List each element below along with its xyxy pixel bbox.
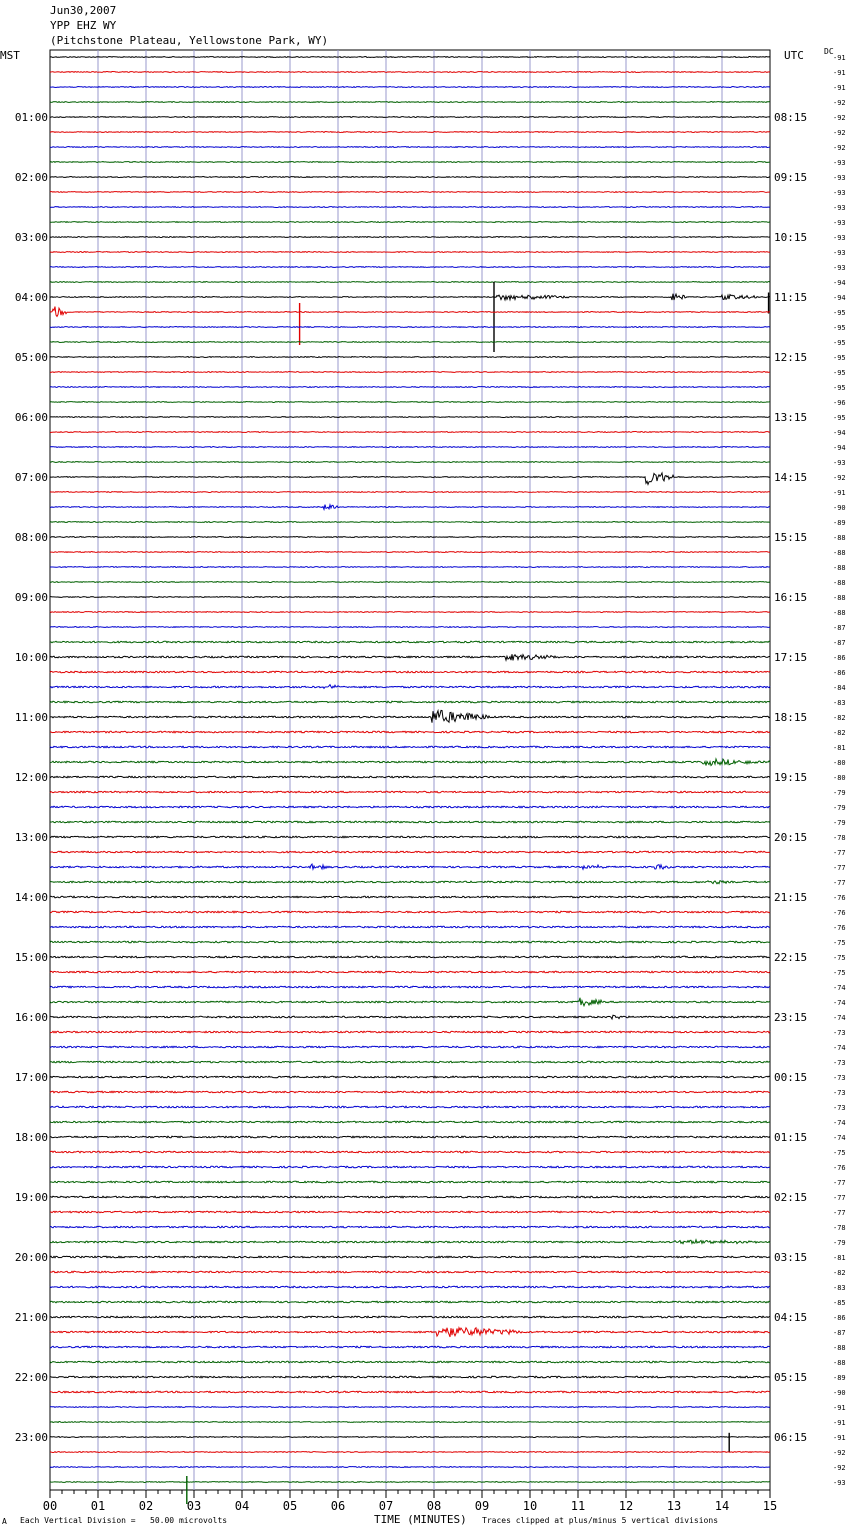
right-hour-label: 12:15 bbox=[774, 351, 808, 364]
dc-offset-label: -75 bbox=[833, 969, 846, 977]
trace-row-45 bbox=[50, 731, 770, 733]
dc-offset-label: -88 bbox=[833, 579, 846, 587]
dc-offset-label: -86 bbox=[833, 1314, 846, 1322]
trace-row-95 bbox=[50, 1482, 770, 1483]
trace-row-76 bbox=[50, 1196, 770, 1198]
dc-offset-label: -79 bbox=[833, 789, 846, 797]
dc-offset-label: -75 bbox=[833, 1149, 846, 1157]
left-hour-label: 18:00 bbox=[14, 1131, 48, 1144]
trace-row-10 bbox=[50, 207, 770, 208]
left-hour-label: 14:00 bbox=[14, 891, 48, 904]
dc-offset-label: -80 bbox=[833, 774, 846, 782]
left-hour-label: 07:00 bbox=[14, 471, 48, 484]
left-hour-label: 21:00 bbox=[14, 1311, 48, 1324]
trace-row-49 bbox=[50, 791, 770, 793]
trace-row-48 bbox=[50, 776, 770, 778]
trace-row-83 bbox=[50, 1301, 770, 1303]
trace-row-4 bbox=[50, 117, 770, 118]
trace-row-87 bbox=[50, 1361, 770, 1363]
trace-row-23 bbox=[50, 402, 770, 403]
local-timezone-label: MST bbox=[0, 49, 20, 62]
trace-row-18 bbox=[50, 327, 770, 328]
dc-offset-label: -74 bbox=[833, 1014, 846, 1022]
right-hour-label: 15:15 bbox=[774, 531, 808, 544]
right-hour-label: 09:15 bbox=[774, 171, 808, 184]
left-hour-label: 08:00 bbox=[14, 531, 48, 544]
trace-row-47 bbox=[50, 759, 770, 765]
clip-note: Traces clipped at plus/minus 5 vertical divisions bbox=[482, 1516, 719, 1525]
trace-row-29 bbox=[50, 492, 770, 493]
trace-row-67 bbox=[50, 1061, 770, 1063]
trace-row-69 bbox=[50, 1091, 770, 1093]
dc-offset-label: -94 bbox=[833, 279, 846, 287]
trace-row-44 bbox=[50, 710, 770, 722]
right-hour-label: 21:15 bbox=[774, 891, 808, 904]
trace-row-17 bbox=[50, 307, 770, 317]
trace-row-6 bbox=[50, 147, 770, 148]
trace-row-2 bbox=[50, 87, 770, 88]
left-hour-label: 03:00 bbox=[14, 231, 48, 244]
trace-row-38 bbox=[50, 627, 770, 628]
dc-offset-label: -76 bbox=[833, 924, 846, 932]
vertical-scale-note: Each Vertical Division = 50.00 microvolts bbox=[20, 1516, 228, 1525]
dc-offset-label: -93 bbox=[833, 459, 846, 467]
dc-offset-label: -91 bbox=[833, 84, 846, 92]
dc-offset-label: -74 bbox=[833, 984, 846, 992]
dc-offset-label: -76 bbox=[833, 1164, 846, 1172]
x-tick-label: 07 bbox=[378, 1499, 394, 1513]
trace-row-88 bbox=[50, 1376, 770, 1378]
trace-row-13 bbox=[50, 252, 770, 253]
trace-row-62 bbox=[50, 986, 770, 988]
left-hour-label: 10:00 bbox=[14, 651, 48, 664]
dc-offset-label: -96 bbox=[833, 399, 846, 407]
dc-offset-label: -73 bbox=[833, 1074, 846, 1082]
dc-offset-label: -90 bbox=[833, 504, 846, 512]
trace-row-55 bbox=[50, 881, 770, 884]
dc-offset-label: -81 bbox=[833, 1254, 846, 1262]
trace-row-14 bbox=[50, 267, 770, 268]
dc-offset-label: -78 bbox=[833, 1224, 846, 1232]
dc-offset-label: -75 bbox=[833, 939, 846, 947]
trace-row-58 bbox=[50, 926, 770, 928]
trace-row-43 bbox=[50, 701, 770, 703]
right-hour-label: 03:15 bbox=[774, 1251, 808, 1264]
dc-offset-label: -92 bbox=[833, 114, 846, 122]
dc-offset-label: -83 bbox=[833, 1284, 846, 1292]
trace-row-61 bbox=[50, 971, 770, 973]
trace-row-91 bbox=[50, 1422, 770, 1423]
trace-row-11 bbox=[50, 222, 770, 223]
trace-row-21 bbox=[50, 372, 770, 373]
trace-row-81 bbox=[50, 1271, 770, 1273]
dc-offset-label: -73 bbox=[833, 1089, 846, 1097]
dc-offset-label: -84 bbox=[833, 684, 846, 692]
dc-offset-label: -86 bbox=[833, 654, 846, 662]
dc-offset-label: -82 bbox=[833, 729, 846, 737]
trace-row-86 bbox=[50, 1346, 770, 1348]
dc-offset-label: -88 bbox=[833, 594, 846, 602]
trace-row-57 bbox=[50, 911, 770, 913]
trace-row-33 bbox=[50, 552, 770, 553]
dc-offset-label: -79 bbox=[833, 1239, 846, 1247]
trace-row-12 bbox=[50, 237, 770, 238]
trace-row-34 bbox=[50, 567, 770, 568]
trace-row-9 bbox=[50, 192, 770, 193]
trace-row-30 bbox=[50, 505, 770, 510]
trace-row-3 bbox=[50, 102, 770, 103]
trace-row-90 bbox=[50, 1407, 770, 1408]
right-hour-label: 20:15 bbox=[774, 831, 808, 844]
dc-offset-label: -95 bbox=[833, 369, 846, 377]
dc-offset-label: -88 bbox=[833, 549, 846, 557]
right-hour-label: 22:15 bbox=[774, 951, 808, 964]
left-hour-label: 12:00 bbox=[14, 771, 48, 784]
trace-row-39 bbox=[50, 641, 770, 643]
trace-row-53 bbox=[50, 851, 770, 853]
trace-row-16 bbox=[50, 294, 770, 300]
trace-row-82 bbox=[50, 1286, 770, 1288]
trace-row-73 bbox=[50, 1151, 770, 1153]
right-hour-label: 00:15 bbox=[774, 1071, 808, 1084]
x-tick-label: 15 bbox=[762, 1499, 778, 1513]
trace-row-8 bbox=[50, 177, 770, 178]
dc-offset-label: -76 bbox=[833, 894, 846, 902]
dc-offset-label: -92 bbox=[833, 99, 846, 107]
dc-offset-label: -91 bbox=[833, 69, 846, 77]
left-hour-label: 09:00 bbox=[14, 591, 48, 604]
dc-offset-label: -95 bbox=[833, 309, 846, 317]
dc-offset-label: -93 bbox=[833, 159, 846, 167]
trace-row-46 bbox=[50, 746, 770, 748]
dc-offset-label: -88 bbox=[833, 1344, 846, 1352]
trace-row-24 bbox=[50, 417, 770, 418]
trace-row-93 bbox=[50, 1452, 770, 1453]
left-hour-label: 15:00 bbox=[14, 951, 48, 964]
utc-timezone-label: UTC bbox=[784, 49, 804, 62]
dc-offset-label: -77 bbox=[833, 1209, 846, 1217]
dc-offset-label: -88 bbox=[833, 1359, 846, 1367]
right-hour-label: 17:15 bbox=[774, 651, 808, 664]
left-hour-label: 16:00 bbox=[14, 1011, 48, 1024]
trace-row-20 bbox=[50, 357, 770, 358]
dc-offset-label: -73 bbox=[833, 1029, 846, 1037]
trace-row-1 bbox=[50, 72, 770, 73]
x-tick-label: 13 bbox=[666, 1499, 682, 1513]
trace-row-54 bbox=[50, 864, 770, 869]
trace-row-70 bbox=[50, 1106, 770, 1108]
dc-offset-label: -93 bbox=[833, 264, 846, 272]
dc-offset-label: -73 bbox=[833, 1104, 846, 1112]
x-tick-label: 05 bbox=[282, 1499, 298, 1513]
dc-offset-label: -92 bbox=[833, 129, 846, 137]
trace-row-26 bbox=[50, 447, 770, 448]
right-hour-label: 06:15 bbox=[774, 1431, 808, 1444]
left-hour-label: 23:00 bbox=[14, 1431, 48, 1444]
trace-row-78 bbox=[50, 1226, 770, 1228]
dc-offset-label: -93 bbox=[833, 1479, 846, 1487]
trace-row-28 bbox=[50, 473, 770, 484]
corner-mark: A bbox=[2, 1517, 7, 1526]
right-hour-label: 14:15 bbox=[774, 471, 808, 484]
dc-offset-label: -89 bbox=[833, 1374, 846, 1382]
x-tick-label: 06 bbox=[330, 1499, 346, 1513]
trace-row-40 bbox=[50, 654, 770, 660]
plot-frame bbox=[50, 50, 770, 1490]
dc-offset-label: -87 bbox=[833, 1329, 846, 1337]
left-hour-label: 13:00 bbox=[14, 831, 48, 844]
right-hour-label: 16:15 bbox=[774, 591, 808, 604]
trace-row-19 bbox=[50, 342, 770, 343]
dc-offset-label: -77 bbox=[833, 1179, 846, 1187]
right-hour-label: 23:15 bbox=[774, 1011, 808, 1024]
trace-row-74 bbox=[50, 1166, 770, 1168]
dc-offset-label: -92 bbox=[833, 144, 846, 152]
trace-row-68 bbox=[50, 1076, 770, 1078]
trace-row-42 bbox=[50, 685, 770, 689]
dc-offset-label: -73 bbox=[833, 1059, 846, 1067]
right-hour-label: 10:15 bbox=[774, 231, 808, 244]
trace-row-36 bbox=[50, 597, 770, 598]
dc-offset-label: -78 bbox=[833, 834, 846, 842]
trace-row-41 bbox=[50, 671, 770, 673]
x-tick-label: 00 bbox=[42, 1499, 58, 1513]
trace-row-50 bbox=[50, 806, 770, 808]
dc-offset-label: -93 bbox=[833, 189, 846, 197]
dc-offset-label: -82 bbox=[833, 1269, 846, 1277]
dc-offset-label: -77 bbox=[833, 864, 846, 872]
dc-offset-label: -74 bbox=[833, 1134, 846, 1142]
trace-row-60 bbox=[50, 956, 770, 958]
dc-offset-label: -89 bbox=[833, 519, 846, 527]
right-hour-label: 05:15 bbox=[774, 1371, 808, 1384]
trace-row-56 bbox=[50, 896, 770, 898]
x-tick-label: 08 bbox=[426, 1499, 442, 1513]
trace-row-71 bbox=[50, 1121, 770, 1123]
dc-offset-label: -77 bbox=[833, 879, 846, 887]
dc-offset-label: -74 bbox=[833, 1044, 846, 1052]
dc-offset-label: -91 bbox=[833, 489, 846, 497]
dc-offset-label: -87 bbox=[833, 639, 846, 647]
dc-offset-label: -81 bbox=[833, 744, 846, 752]
dc-offset-label: -75 bbox=[833, 954, 846, 962]
dc-offset-header: DC bbox=[824, 47, 834, 56]
trace-row-32 bbox=[50, 537, 770, 538]
trace-row-94 bbox=[50, 1467, 770, 1468]
dc-offset-label: -91 bbox=[833, 1404, 846, 1412]
right-hour-label: 19:15 bbox=[774, 771, 808, 784]
trace-row-72 bbox=[50, 1136, 770, 1138]
trace-row-84 bbox=[50, 1316, 770, 1318]
trace-row-92 bbox=[50, 1437, 770, 1438]
dc-offset-label: -83 bbox=[833, 699, 846, 707]
right-hour-label: 11:15 bbox=[774, 291, 808, 304]
dc-offset-label: -95 bbox=[833, 414, 846, 422]
x-tick-label: 02 bbox=[138, 1499, 154, 1513]
dc-offset-label: -95 bbox=[833, 339, 846, 347]
trace-row-66 bbox=[50, 1046, 770, 1048]
right-hour-label: 01:15 bbox=[774, 1131, 808, 1144]
dc-offset-label: -95 bbox=[833, 354, 846, 362]
trace-row-35 bbox=[50, 582, 770, 583]
dc-offset-label: -92 bbox=[833, 1449, 846, 1457]
left-hour-label: 06:00 bbox=[14, 411, 48, 424]
dc-offset-label: -93 bbox=[833, 204, 846, 212]
left-hour-label: 01:00 bbox=[14, 111, 48, 124]
trace-row-64 bbox=[50, 1015, 770, 1019]
trace-row-7 bbox=[50, 162, 770, 163]
dc-offset-label: -76 bbox=[833, 909, 846, 917]
left-hour-label: 11:00 bbox=[14, 711, 48, 724]
x-tick-label: 03 bbox=[186, 1499, 202, 1513]
trace-row-63 bbox=[50, 998, 770, 1006]
x-tick-label: 04 bbox=[234, 1499, 250, 1513]
dc-offset-label: -90 bbox=[833, 1389, 846, 1397]
trace-row-0 bbox=[50, 57, 770, 58]
dc-offset-label: -95 bbox=[833, 384, 846, 392]
left-hour-label: 05:00 bbox=[14, 351, 48, 364]
trace-row-85 bbox=[50, 1328, 770, 1337]
left-hour-label: 20:00 bbox=[14, 1251, 48, 1264]
dc-offset-label: -91 bbox=[833, 1419, 846, 1427]
left-hour-label: 04:00 bbox=[14, 291, 48, 304]
record-date: Jun30,2007 bbox=[50, 4, 117, 17]
dc-offset-label: -94 bbox=[833, 294, 846, 302]
right-hour-label: 18:15 bbox=[774, 711, 808, 724]
trace-row-75 bbox=[50, 1181, 770, 1183]
dc-offset-label: -88 bbox=[833, 534, 846, 542]
trace-row-80 bbox=[50, 1256, 770, 1258]
trace-row-15 bbox=[50, 282, 770, 283]
trace-row-51 bbox=[50, 821, 770, 823]
dc-offset-label: -74 bbox=[833, 1119, 846, 1127]
dc-offset-label: -80 bbox=[833, 759, 846, 767]
trace-row-22 bbox=[50, 387, 770, 388]
right-hour-label: 13:15 bbox=[774, 411, 808, 424]
dc-offset-label: -77 bbox=[833, 849, 846, 857]
trace-row-59 bbox=[50, 941, 770, 943]
dc-offset-label: -85 bbox=[833, 1299, 846, 1307]
x-tick-label: 09 bbox=[474, 1499, 490, 1513]
x-tick-label: 12 bbox=[618, 1499, 634, 1513]
dc-offset-label: -91 bbox=[833, 54, 846, 62]
dc-offset-label: -93 bbox=[833, 174, 846, 182]
dc-offset-label: -94 bbox=[833, 429, 846, 437]
dc-offset-label: -92 bbox=[833, 474, 846, 482]
x-axis-title: TIME (MINUTES) bbox=[374, 1513, 467, 1526]
trace-row-79 bbox=[50, 1240, 770, 1244]
x-tick-label: 10 bbox=[522, 1499, 538, 1513]
right-hour-label: 02:15 bbox=[774, 1191, 808, 1204]
dc-offset-label: -91 bbox=[833, 1434, 846, 1442]
trace-row-65 bbox=[50, 1031, 770, 1033]
trace-row-25 bbox=[50, 432, 770, 433]
right-hour-label: 08:15 bbox=[774, 111, 808, 124]
dc-offset-label: -92 bbox=[833, 1464, 846, 1472]
station-location: (Pitchstone Plateau, Yellowstone Park, WY) bbox=[50, 34, 329, 47]
dc-offset-label: -74 bbox=[833, 999, 846, 1007]
trace-row-27 bbox=[50, 462, 770, 463]
dc-offset-label: -88 bbox=[833, 609, 846, 617]
x-tick-label: 11 bbox=[570, 1499, 586, 1513]
dc-offset-label: -79 bbox=[833, 819, 846, 827]
dc-offset-label: -93 bbox=[833, 249, 846, 257]
left-hour-label: 17:00 bbox=[14, 1071, 48, 1084]
trace-row-31 bbox=[50, 522, 770, 523]
trace-row-52 bbox=[50, 836, 770, 838]
x-tick-label: 01 bbox=[90, 1499, 106, 1513]
dc-offset-label: -77 bbox=[833, 1194, 846, 1202]
left-hour-label: 22:00 bbox=[14, 1371, 48, 1384]
dc-offset-label: -88 bbox=[833, 564, 846, 572]
station-code: YPP EHZ WY bbox=[50, 19, 117, 32]
dc-offset-label: -94 bbox=[833, 444, 846, 452]
dc-offset-label: -87 bbox=[833, 624, 846, 632]
dc-offset-label: -82 bbox=[833, 714, 846, 722]
trace-row-89 bbox=[50, 1391, 770, 1393]
dc-offset-label: -79 bbox=[833, 804, 846, 812]
trace-row-77 bbox=[50, 1211, 770, 1213]
trace-row-37 bbox=[50, 612, 770, 613]
left-hour-label: 02:00 bbox=[14, 171, 48, 184]
dc-offset-label: -95 bbox=[833, 324, 846, 332]
trace-row-5 bbox=[50, 132, 770, 133]
left-hour-label: 19:00 bbox=[14, 1191, 48, 1204]
dc-offset-label: -93 bbox=[833, 219, 846, 227]
x-tick-label: 14 bbox=[714, 1499, 730, 1513]
dc-offset-label: -86 bbox=[833, 669, 846, 677]
dc-offset-label: -93 bbox=[833, 234, 846, 242]
right-hour-label: 04:15 bbox=[774, 1311, 808, 1324]
